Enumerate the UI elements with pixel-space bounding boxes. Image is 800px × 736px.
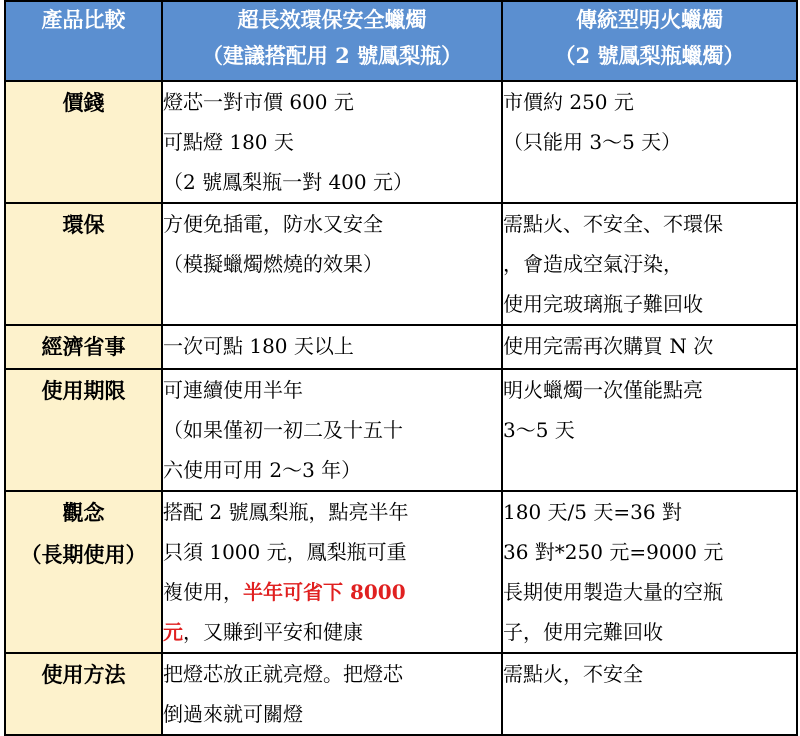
header-eco-candle [162,1,502,81]
period-traditional-cell [502,369,797,491]
cell-line: （模擬蠟燭燃燒的效果） [163,252,383,276]
row-label-economy: 經濟省事 [5,325,162,369]
cell-line [163,572,501,612]
cell-text: ，又賺到平安和健康 [183,620,363,644]
concept-eco-cell [162,491,502,653]
cell-line: 長期使用製造大量的空瓶 [503,580,723,604]
cell-line: 36 對*250 元=9000 元 [503,540,724,564]
cell-line: 可連續使用半年 [163,378,303,402]
header-col2-subtitle: （2 號鳳梨瓶蠟燭） [554,43,745,68]
header-col1-subtitle: （建議搭配用 2 號鳳梨瓶） [201,43,463,68]
cell-line: 使用完需再次購買 N 次 [503,334,714,358]
period-eco-cell [162,369,502,491]
cell-line: 可點燈 180 天 [163,130,294,154]
header-traditional-candle [502,1,797,81]
row-label-period: 使用期限 [5,369,162,491]
row-economy [5,325,797,369]
row-period [5,369,797,491]
row-label-price: 價錢 [5,81,162,203]
cell-line: 六使用可用 2～3 年） [163,458,362,482]
row-label-concept-sub: （長期使用） [20,542,147,567]
cell-line: （2 號鳳梨瓶一對 400 元） [163,170,413,194]
usage-traditional-cell [502,653,797,735]
cell-line: 需點火，不安全 [503,662,643,686]
header-col2-title: 傳統型明火蠟燭 [576,7,723,32]
cell-line: 180 天/5 天=36 對 [503,500,682,524]
cell-line [163,612,501,652]
cell-line: 使用完玻璃瓶子難回收 [503,292,703,316]
comparison-table [4,0,798,736]
cell-line: 明火蠟燭一次僅能點亮 [503,378,703,402]
header-col0-label: 產品比較 [41,7,126,32]
eco-traditional-cell [502,203,797,325]
cell-line: 需點火、不安全、不環保 [503,212,723,236]
row-price [5,81,797,203]
savings-highlight: 元 [163,620,183,644]
cell-line: 一次可點 180 天以上 [163,334,354,358]
row-label-usage: 使用方法 [5,653,162,735]
savings-highlight: 半年可省下 8000 [243,580,406,604]
header-product-compare [5,1,162,81]
row-usage [5,653,797,735]
row-concept [5,491,797,653]
cell-line: 搭配 2 號鳳梨瓶，點亮半年 [163,500,409,524]
cell-text: 複使用， [163,580,243,604]
cell-line: （只能用 3～5 天） [503,130,682,154]
cell-line: （如果僅初一初二及十五十 [163,418,403,442]
cell-line: 子，使用完難回收 [503,620,663,644]
header-col1-title: 超長效環保安全蠟燭 [237,7,427,32]
header-row [5,1,797,81]
concept-traditional-cell [502,491,797,653]
price-traditional-cell [502,81,797,203]
cell-line: 市價約 250 元 [503,90,634,114]
cell-line: 只須 1000 元，鳳梨瓶可重 [163,540,407,564]
row-eco [5,203,797,325]
cell-line: 把燈芯放正就亮燈。把燈芯 [163,662,403,686]
cell-line: ，會造成空氣汙染， [503,252,683,276]
row-label-eco: 環保 [5,203,162,325]
row-label-concept-title: 觀念 [62,500,105,525]
economy-eco-cell [162,325,502,369]
row-label-concept [5,491,162,653]
eco-eco-cell [162,203,502,325]
cell-line: 燈芯一對市價 600 元 [163,90,354,114]
price-eco-cell [162,81,502,203]
cell-line: 倒過來就可關燈 [163,702,303,726]
usage-eco-cell [162,653,502,735]
cell-line: 3～5 天 [503,418,575,442]
cell-line: 方便免插電，防水又安全 [163,212,383,236]
economy-traditional-cell [502,325,797,369]
